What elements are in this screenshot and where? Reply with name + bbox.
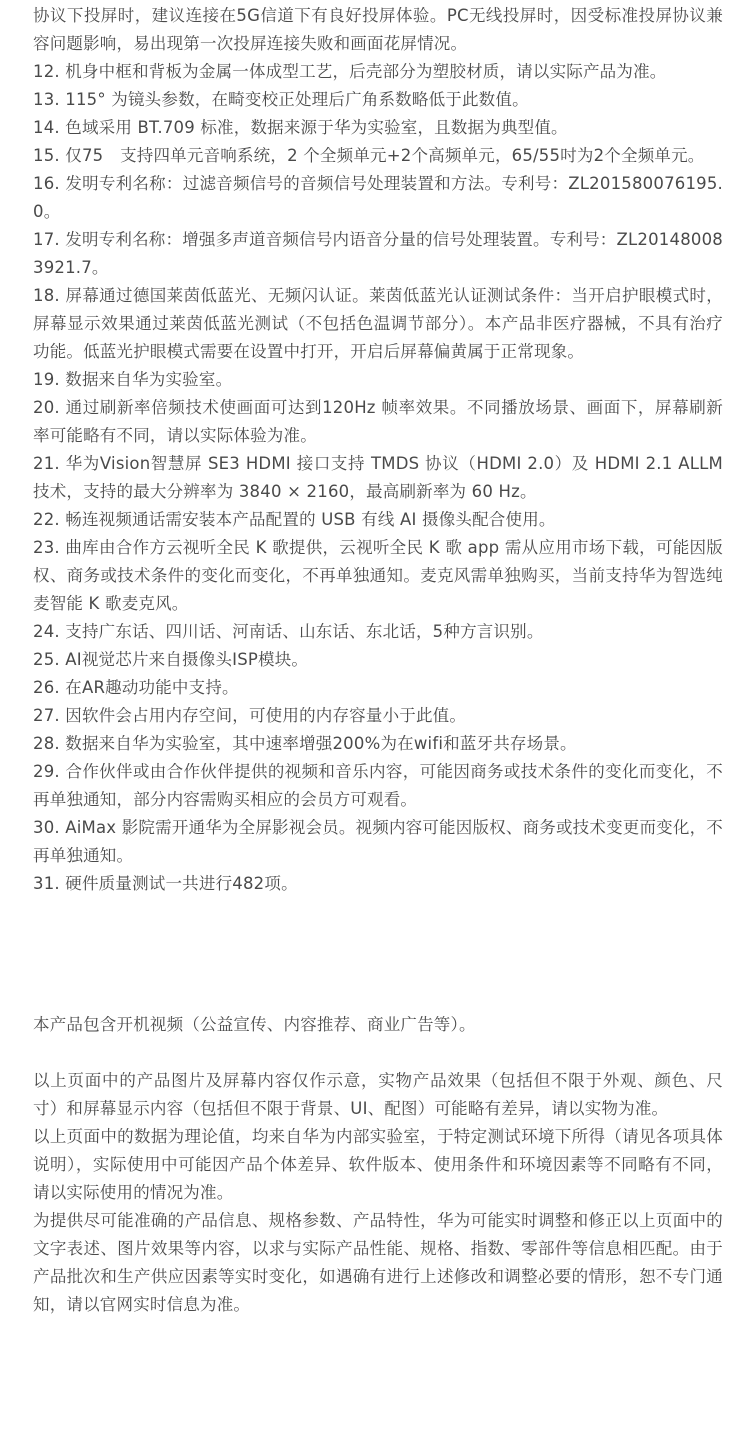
footnote-16: 16. 发明专利名称：过滤音频信号的音频信号处理装置和方法。专利号：ZL201580076195.0。 [33,174,723,221]
boot-video-notice [33,1011,723,1039]
footnote-30: 30. AiMax 影院需开通华为全屏影视会员。视频内容可能因版权、商务或技术变更而变化，不再单独通知。 [33,818,723,865]
boot-video-text: 本产品包含开机视频（公益宣传、内容推荐、商业广告等）。 [33,1015,476,1034]
footnote-26: 26. 在AR趣动功能中支持。 [33,678,239,697]
footnote-28: 28. 数据来自华为实验室，其中速率增强200%为在wifi和蓝牙共存场景。 [33,734,577,753]
footnote-11-continuation: 协议下投屏时，建议连接在5G信道下有良好投屏体验。PC无线投屏时，因受标准投屏协议兼容问题影响，易出现第一次投屏连接失败和画面花屏情况。 [33,6,723,53]
footnote-23: 23. 曲库由合作方云视听全民 K 歌提供，云视听全民 K 歌 app 需从应用市场下载，可能因版权、商务或技术条件的变化而变化，不再单独通知。麦克风需单独购买，当前支持华为智选纯麦智能 K 歌麦克风。 [33,538,723,613]
footnote-17: 17. 发明专利名称：增强多声道音频信号内语音分量的信号处理装置。专利号：ZL201480083921.7。 [33,230,723,277]
footnote-24: 24. 支持广东话、四川话、河南话、山东话、东北话，5种方言识别。 [33,622,544,641]
footnote-19: 19. 数据来自华为实验室。 [33,370,233,389]
footnote-12: 12. 机身中框和背板为金属一体成型工艺，后壳部分为塑胶材质，请以实际产品为准。 [33,62,667,81]
footnote-31: 31. 硬件质量测试一共进行482项。 [33,874,298,893]
footnote-29: 29. 合作伙伴或由合作伙伴提供的视频和音乐内容，可能因商务或技术条件的变化而变化，不再单独通知，部分内容需购买相应的会员方可观看。 [33,762,723,809]
footnotes-list [33,2,723,898]
footnote-14: 14. 色域采用 BT.709 标准，数据来源于华为实验室，且数据为典型值。 [33,118,568,137]
footnote-15: 15. 仅75 支持四单元音响系统，2 个全频单元+2个高频单元，65/55吋为2个全频单元。 [33,146,705,165]
footnote-27: 27. 因软件会占用内存空间，可使用的内存容量小于此值。 [33,706,467,725]
footnote-22: 22. 畅连视频通话需安装本产品配置的 USB 有线 AI 摄像头配合使用。 [33,510,556,529]
disclaimer-images: 以上页面中的产品图片及屏幕内容仅作示意，实物产品效果（包括但不限于外观、颜色、尺寸）和屏幕显示内容（包括但不限于背景、UI、配图）可能略有差异，请以实物为准。 [33,1071,723,1118]
legal-disclaimer [33,1067,723,1319]
footnote-21: 21. 华为Vision智慧屏 SE3 HDMI 接口支持 TMDS 协议（HDMI 2.0）及 HDMI 2.1 ALLM技术，支持的最大分辨率为 3840 × 2160，最高刷新率为 60 Hz。 [33,454,723,501]
footnote-13: 13. 115° 为镜头参数，在畸变校正处理后广角系数略低于此数值。 [33,90,529,109]
footnote-25: 25. AI视觉芯片来自摄像头ISP模块。 [33,650,309,669]
footnote-18: 18. 屏幕通过德国莱茵低蓝光、无频闪认证。莱茵低蓝光认证测试条件：当开启护眼模式时，屏幕显示效果通过莱茵低蓝光测试（不包括色温调节部分）。本产品非医疗器械，不具有治疗功能。低蓝光护眼模式需要在设置中打开，开启后屏幕偏黄属于正常现象。 [33,286,723,361]
footnote-20: 20. 通过刷新率倍频技术使画面可达到120Hz 帧率效果。不同播放场景、画面下，屏幕刷新率可能略有不同，请以实际体验为准。 [33,398,723,445]
disclaimer-data: 以上页面中的数据为理论值，均来自华为内部实验室，于特定测试环境下所得（请见各项具体说明），实际使用中可能因产品个体差异、软件版本、使用条件和环境因素等不同略有不同，请以实际使用的情况为准。 [33,1127,723,1202]
disclaimer-updates: 为提供尽可能准确的产品信息、规格参数、产品特性，华为可能实时调整和修正以上页面中的文字表述、图片效果等内容，以求与实际产品性能、规格、指数、零部件等信息相匹配。由于产品批次和生产供应因素等实时变化，如遇确有进行上述修改和调整必要的情形，恕不专门通知，请以官网实时信息为准。 [33,1211,723,1314]
